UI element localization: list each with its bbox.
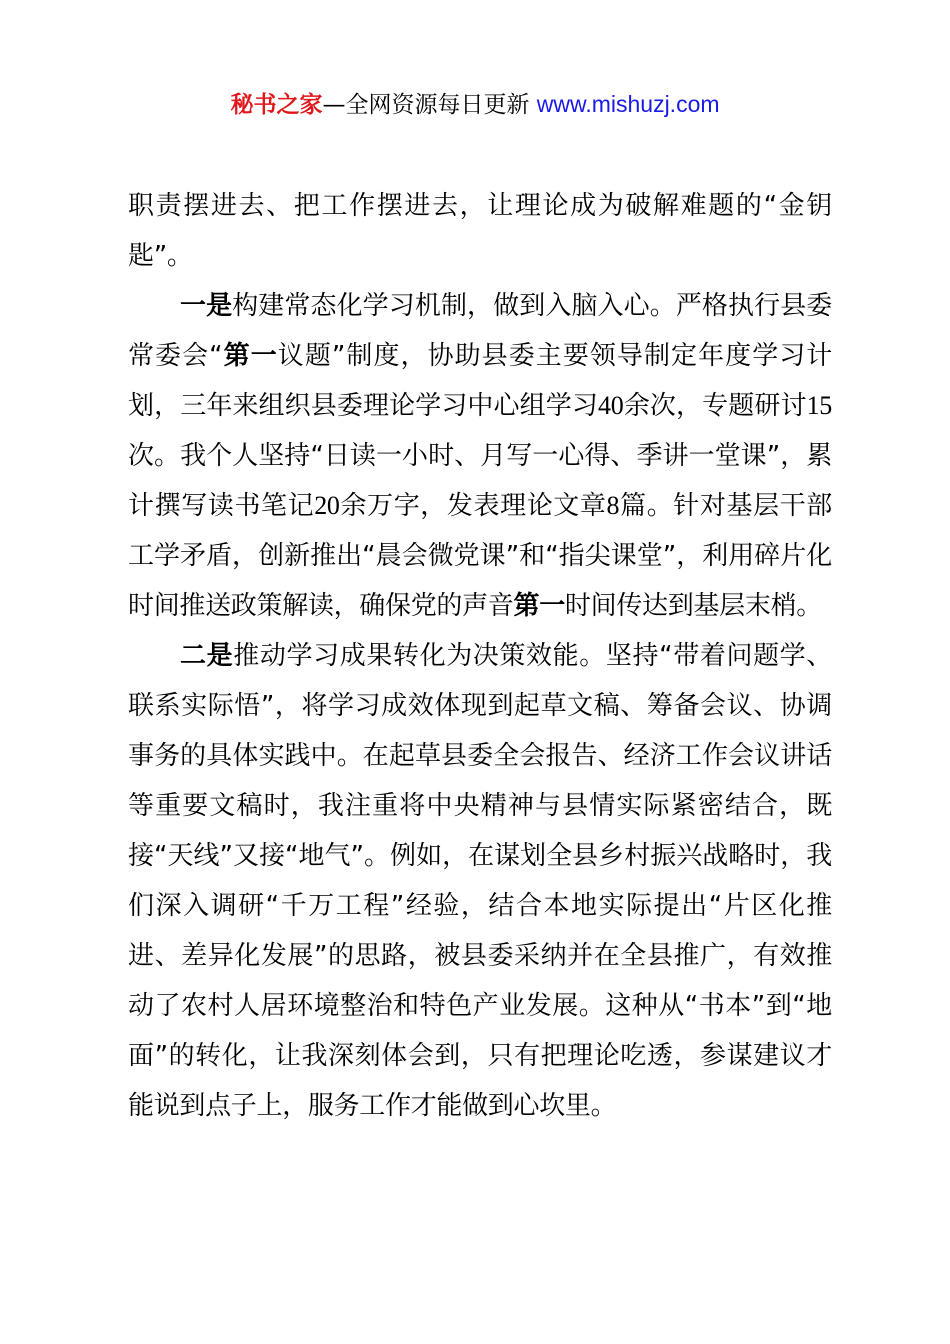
paragraph-one-text-2: 议题”制度，协助县委主要领导制定年度学习计划，三年来组织县委理论学习中心组学习 (128, 341, 832, 421)
paragraph-one-text-6: 篇。针对基层干部工学矛盾，创新推出“晨会微党课”和“指尖课堂”，利用碎片化时间推送政策解读，确保党的声音 (128, 491, 832, 621)
paragraph-one-number-2: 15 (806, 391, 832, 420)
paragraph-one-text-3: 余次，专题研讨 (623, 391, 807, 421)
paragraph-one-number-4: 8 (606, 491, 620, 520)
paragraph-one-text-1: 构建常态化学习机制，做到入脑入心。严格执行县委常委会“ (128, 291, 832, 371)
paragraph-one-text-7: 时间传达到基层末梢。 (564, 591, 822, 621)
paragraph-one (128, 281, 832, 631)
page-header (0, 88, 950, 121)
paragraph-two (128, 631, 832, 1131)
site-url-link[interactable]: www.mishuzj.com (536, 91, 720, 117)
document-body (128, 181, 832, 1131)
site-tagline: —全网资源每日更新 (322, 92, 537, 118)
paragraph-one-lead: 一是 (180, 291, 233, 321)
paragraph-one-bold-2: 第一 (513, 591, 565, 621)
paragraph-one-number-1: 40 (598, 391, 624, 420)
paragraph-two-text: 推动学习成果转化为决策效能。坚持“带着问题学、联系实际悟”，将学习成效体现到起草文稿、筹备会议、协调事务的具体实践中。在起草县委全会报告、经济工作会议讲话等重要文稿时，我注重将中央精神与县情实际紧密结合，既接“天线”又接“地气”。例如，在谋划全县乡村振兴战略时，我们深入调研“千万工程”经验，结合本地实际提出“片区化推进、差异化发展”的思路，被县委采纳并在全县推广，有效推动了农村人居环境整治和特色产业发展。这种从“书本”到“地面”的转化，让我深刻体会到，只有把理论吃透，参谋建议才能说到点子上，服务工作才能做到心坎里。 (128, 641, 833, 1121)
paragraph-one-text-4: 次。我个人坚持“日读一小时、月写一心得、季讲一堂课”，累计撰写读书笔记 (128, 441, 832, 521)
site-brand: 秘书之家 (230, 92, 323, 118)
paragraph-one-bold-1: 第一 (222, 341, 278, 371)
paragraph-continuation: 职责摆进去、把工作摆进去，让理论成为破解难题的“金钥匙”。 (128, 191, 832, 271)
paragraph-one-number-3: 20 (314, 491, 340, 520)
paragraph-one-text-5: 余万字，发表理论文章 (339, 491, 607, 521)
paragraph-two-lead: 二是 (180, 641, 234, 671)
